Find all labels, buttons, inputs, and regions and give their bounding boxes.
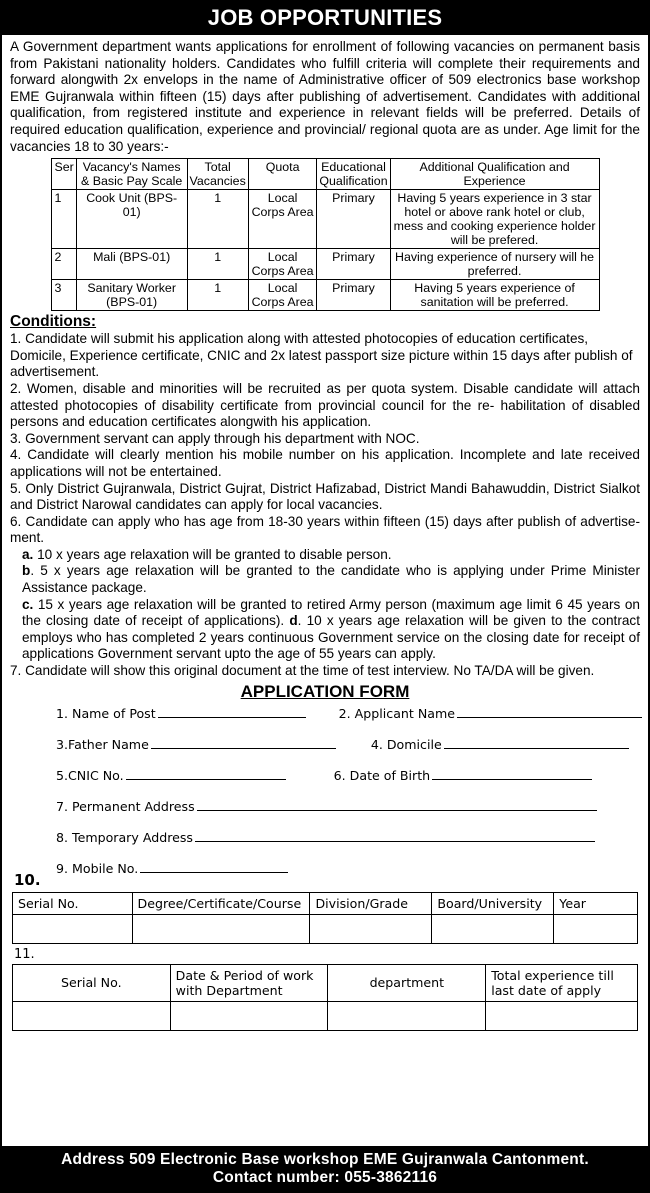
col-header-date-period: Date & Period of work with Department [170, 964, 328, 1001]
col-header-quota: Quota [248, 159, 317, 190]
vacancy-table-header-row [51, 159, 599, 190]
condition-item-6: 6. Candidate can apply who has age from 18-30 years within fifteen (15) days after publish of advertise-ment. [10, 513, 640, 546]
field-label: 4. Domicile [370, 736, 442, 752]
col-header-ser: Ser [51, 159, 76, 190]
cell-education: Primary [317, 280, 390, 311]
application-form-heading: APPLICATION FORM [240, 681, 410, 701]
field-label: 9. Mobile No. [56, 860, 139, 876]
form-row-5 [8, 830, 642, 861]
cell-education: Primary [317, 249, 390, 280]
condition-item-4: 4. Candidate will clearly mention his mobile number on his application. Incomplete and late received applications will not be entertained. [10, 447, 640, 479]
condition-sub-b-text: . 5 x years age relaxation will be granted to the candidate who is applying under Prime Minister Assistance package. [22, 563, 640, 596]
col-header-total: Total Vacancies [187, 159, 248, 190]
footer-contact: Contact number: 055-3862116 [212, 1169, 438, 1186]
cell-quota: Local Corps Area [248, 249, 317, 280]
cell-serial-no[interactable] [13, 1001, 171, 1030]
field-applicant-name[interactable] [339, 706, 642, 721]
condition-item-7: 7. Candidate will show this original document at the time of test interview. No TA/DA will be given. [10, 663, 595, 679]
vacancy-table [51, 158, 600, 311]
condition-sub-a [8, 547, 642, 564]
field-input-line[interactable] [432, 768, 592, 780]
field-mobile-no[interactable] [56, 861, 288, 876]
section-10-number: 10. [14, 870, 41, 889]
col-header-degree: Degree/Certificate/Course [132, 892, 310, 914]
document-body [0, 35, 650, 1146]
condition-item-2: 2. Women, disable and minorities will be recruited as per quota system. Disable candidate will attach attested photocopies of disability certificate from provincial council for the re- habilitation of disabled persons and education certificates alongwith his application. [10, 380, 640, 430]
field-label: 8. Temporary Address [56, 829, 193, 845]
field-domicile[interactable] [371, 737, 629, 752]
cell-total: 1 [187, 249, 248, 280]
field-input-line[interactable] [197, 799, 597, 811]
footer-address: Address 509 Electronic Base workshop EME Gujranwala Cantonment. [61, 1151, 589, 1168]
page-title: JOB OPPORTUNITIES [0, 0, 650, 35]
col-header-department: department [328, 964, 486, 1001]
table-row[interactable] [13, 914, 638, 943]
col-header-serial-no: Serial No. [13, 964, 171, 1001]
col-header-education: Educational Qualification [317, 159, 390, 190]
field-label: 6. Date of Birth [333, 767, 431, 783]
cell-department[interactable] [328, 1001, 486, 1030]
cell-total: 1 [187, 190, 248, 249]
cell-degree[interactable] [132, 914, 310, 943]
field-label: 2. Applicant Name [338, 705, 455, 721]
col-header-total-experience: Total experience till last date of apply [486, 964, 638, 1001]
cell-ser: 2 [51, 249, 76, 280]
condition-sub-cd [8, 597, 642, 663]
field-label: 3.Father Name [56, 736, 149, 752]
field-input-line[interactable] [158, 706, 306, 718]
field-input-line[interactable] [444, 737, 629, 749]
field-input-line[interactable] [457, 706, 642, 718]
field-permanent-address[interactable] [56, 799, 597, 814]
field-label: 5.CNIC No. [56, 767, 124, 783]
field-father-name[interactable] [56, 737, 336, 752]
cell-division[interactable] [310, 914, 432, 943]
vacancy-table-wrapper [8, 158, 642, 311]
condition-item-3: 3. Government servant can apply through his department with NOC. [10, 430, 420, 446]
col-header-board: Board/University [432, 892, 554, 914]
condition-sub-a-marker: a. [22, 546, 34, 562]
col-header-year: Year [554, 892, 638, 914]
condition-item-1: 1. Candidate will submit his application along with attested photocopies of education certificates, Domicile, Experience certificate, CNIC and 2x latest passport size picture within 15 days after publish of advertisement. [10, 331, 633, 380]
cell-name: Cook Unit (BPS-01) [76, 190, 187, 249]
cell-quota: Local Corps Area [248, 190, 317, 249]
field-temporary-address[interactable] [56, 830, 595, 845]
field-label: 1. Name of Post [56, 705, 156, 721]
form-row-2 [8, 737, 642, 768]
intro-paragraph: A Government department wants applications for enrollment of following vacancies on permanent basis from Pakistani nationality holders. Candidates who fulfill criteria will complete their requirements and forward alongwith 2x envelops in the name of Administrative officer of 509 electronics base workshop EME Gujranwala within fifteen (15) days after publishing of advertisement. Candidates with additional qualification, from registered institute and experience in relevant fields will be preferred. Details of required education qualification, experience and provincial/ regional quota are as under. Age limit for the vacancies 18 to 30 years:- [10, 39, 640, 154]
education-table [12, 892, 638, 944]
col-header-additional: Additional Qualification and Experience [390, 159, 599, 190]
section-11-number: 11. [14, 946, 35, 962]
cell-additional: Having experience of nursery will he preferred. [390, 249, 599, 280]
cell-additional: Having 5 years experience in 3 star hotel or above rank hotel or club, mess and cooking experience holder will be prefered. [390, 190, 599, 249]
experience-table [12, 964, 638, 1031]
cell-quota: Local Corps Area [248, 280, 317, 311]
field-cnic-no[interactable] [56, 768, 286, 783]
field-date-of-birth[interactable] [334, 768, 593, 783]
cell-ser: 1 [51, 190, 76, 249]
experience-table-header-row [13, 964, 638, 1001]
cell-board[interactable] [432, 914, 554, 943]
form-row-4 [8, 799, 642, 830]
education-table-header-row [13, 892, 638, 914]
cell-additional: Having 5 years experience of sanitation will be preferred. [390, 280, 599, 311]
cell-year[interactable] [554, 914, 638, 943]
cell-education: Primary [317, 190, 390, 249]
field-input-line[interactable] [151, 737, 336, 749]
condition-sub-a-text: 10 x years age relaxation will be granted to disable person. [37, 546, 392, 562]
table-row [51, 190, 599, 249]
form-row-6 [8, 861, 642, 892]
table-row [51, 280, 599, 311]
form-row-1 [8, 706, 642, 737]
table-row[interactable] [13, 1001, 638, 1030]
condition-sub-c-text: 15 x years age relaxation will be granted to retired Army person (maximum age limit 6 45 years on the closing date of receipt of applications). [22, 596, 640, 629]
field-name-of-post[interactable] [56, 706, 306, 721]
conditions-heading: Conditions: [10, 313, 97, 331]
cell-serial-no[interactable] [13, 914, 133, 943]
field-input-line[interactable] [126, 768, 286, 780]
cell-name: Sanitary Worker (BPS-01) [76, 280, 187, 311]
field-input-line[interactable] [195, 830, 595, 842]
cell-name: Mali (BPS-01) [76, 249, 187, 280]
field-label: 7. Permanent Address [56, 798, 195, 814]
condition-sub-c-marker: c. [22, 596, 34, 612]
col-header-name: Vacancy's Names & Basic Pay Scale [76, 159, 187, 190]
col-header-division: Division/Grade [310, 892, 432, 914]
form-row-3 [8, 768, 642, 799]
cell-ser: 3 [51, 280, 76, 311]
cell-total-experience[interactable] [486, 1001, 638, 1030]
condition-sub-b [8, 563, 642, 596]
condition-item-5: 5. Only District Gujranwala, District Gujrat, District Hafizabad, District Mandi Bahawuddin, District Sialkot and District Narowal candidates can apply for local vacancies. [10, 480, 640, 513]
cell-date-period[interactable] [170, 1001, 328, 1030]
table-row [51, 249, 599, 280]
footer-band [0, 1146, 650, 1193]
cell-total: 1 [187, 280, 248, 311]
condition-sub-b-marker: b [22, 563, 31, 579]
field-input-line[interactable] [140, 861, 288, 873]
condition-sub-d-marker: d [289, 613, 298, 629]
col-header-serial-no: Serial No. [13, 892, 133, 914]
condition-sub-d-text: . 10 x years age relaxation will be given to the contract employs who has completed 2 years continuous Government service on the closing date for receipt of applications Government servant upto the age of 55 years can apply. [22, 613, 640, 662]
